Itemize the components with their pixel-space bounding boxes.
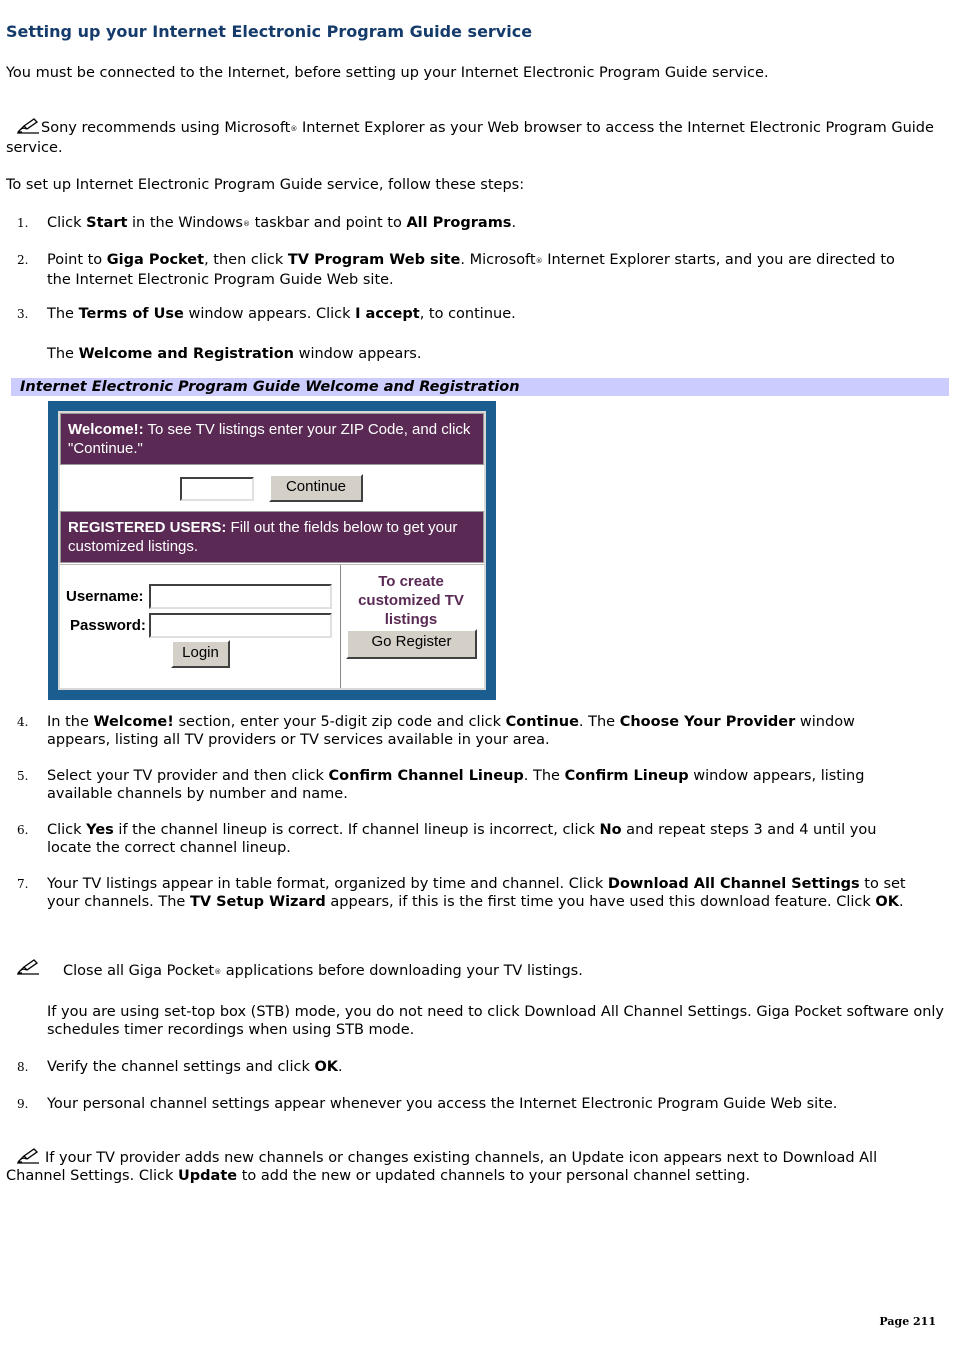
- continue-button[interactable]: Continue: [269, 474, 363, 502]
- step-3: The Terms of Use window appears. Click I accept, to continue.: [47, 306, 516, 322]
- password-label: Password:: [70, 617, 146, 634]
- pencil-note-icon: [15, 117, 41, 135]
- welcome-panel: Welcome!: To see TV listings enter your ZIP Code, and click "Continue.": [60, 413, 484, 465]
- step-number: 3.: [17, 307, 29, 321]
- lead-text: To set up Internet Electronic Program Guide service, follow these steps:: [6, 177, 525, 193]
- password-input[interactable]: [149, 613, 332, 638]
- intro-text: You must be connected to the Internet, before setting up your Internet Electronic Program Guide service.: [6, 65, 769, 81]
- step-number: 7.: [17, 877, 29, 891]
- login-button[interactable]: Login: [171, 640, 230, 668]
- note-update: If your TV provider adds new channels or changes existing channels, an Update icon appears next to Download All Channel Settings. Click Update to add the new or updated channels to your personal channel setting.: [6, 1147, 936, 1185]
- pencil-note-icon: [15, 1147, 45, 1165]
- registered-users-panel: REGISTERED USERS: Fill out the fields below to get your customized listings.: [60, 511, 484, 563]
- note-close-apps: Close all Giga Pocket® applications before downloading your TV listings.: [63, 963, 583, 979]
- step-number: 6.: [17, 823, 29, 837]
- username-input[interactable]: [149, 584, 332, 609]
- step-2: Point to Giga Pocket, then click TV Program Web site. Microsoft® Internet Explorer starts, and you are directed to the Internet Electronic Program Guide Web site.: [47, 252, 895, 288]
- step-1: Click Start in the Windows® taskbar and point to All Programs.: [47, 215, 517, 231]
- step-number: 9.: [17, 1097, 29, 1111]
- step-number: 8.: [17, 1060, 29, 1074]
- step-4: In the Welcome! section, enter your 5-digit zip code and click Continue. The Choose Your Provider window appears, listing all TV providers or TV services available in your area.: [47, 714, 855, 748]
- welcome-registration-screenshot: [48, 401, 496, 700]
- step-number: 2.: [17, 253, 29, 267]
- figure-caption: Internet Electronic Program Guide Welcome and Registration: [11, 378, 949, 396]
- step-number: 5.: [17, 769, 29, 783]
- divider: [340, 565, 341, 688]
- step-5: Select your TV provider and then click Confirm Channel Lineup. The Confirm Lineup window appears, listing available channels by number and name.: [47, 768, 865, 802]
- page-title: Setting up your Internet Electronic Program Guide service: [6, 22, 533, 41]
- step-number: 4.: [17, 715, 29, 729]
- divider: [60, 564, 484, 565]
- step-3-result: The Welcome and Registration window appears.: [47, 346, 422, 362]
- page-number: Page 211: [879, 1315, 936, 1328]
- screenshot-frame: [58, 411, 486, 690]
- create-listings-text: To create customized TV listings: [358, 573, 464, 628]
- go-register-button[interactable]: Go Register: [346, 629, 477, 659]
- note-browser: Sony recommends using Microsoft® Internet Explorer as your Web browser to access the Internet Electronic Program Guide service.: [6, 117, 936, 157]
- step-6: Click Yes if the channel lineup is correct. If channel lineup is incorrect, click No and repeat steps 3 and 4 until you locate the correct channel lineup.: [47, 822, 877, 856]
- step-8: Verify the channel settings and click OK.: [47, 1059, 343, 1075]
- stb-mode-text: If you are using set-top box (STB) mode, you do not need to click Download All Channel Settings. Giga Pocket software only schedules timer recordings when using STB mode.: [47, 1004, 945, 1038]
- step-9: Your personal channel settings appear whenever you access the Internet Electronic Program Guide Web site.: [47, 1096, 838, 1112]
- pencil-note-icon: [15, 958, 41, 976]
- username-label: Username:: [66, 588, 144, 605]
- step-number: 1.: [17, 216, 29, 230]
- zip-code-input[interactable]: [180, 477, 254, 501]
- step-7: Your TV listings appear in table format, organized by time and channel. Click Download All Channel Settings to set your channels. The TV Setup Wizard appears, if this is the first time you have used this download feature. Click OK.: [47, 876, 906, 910]
